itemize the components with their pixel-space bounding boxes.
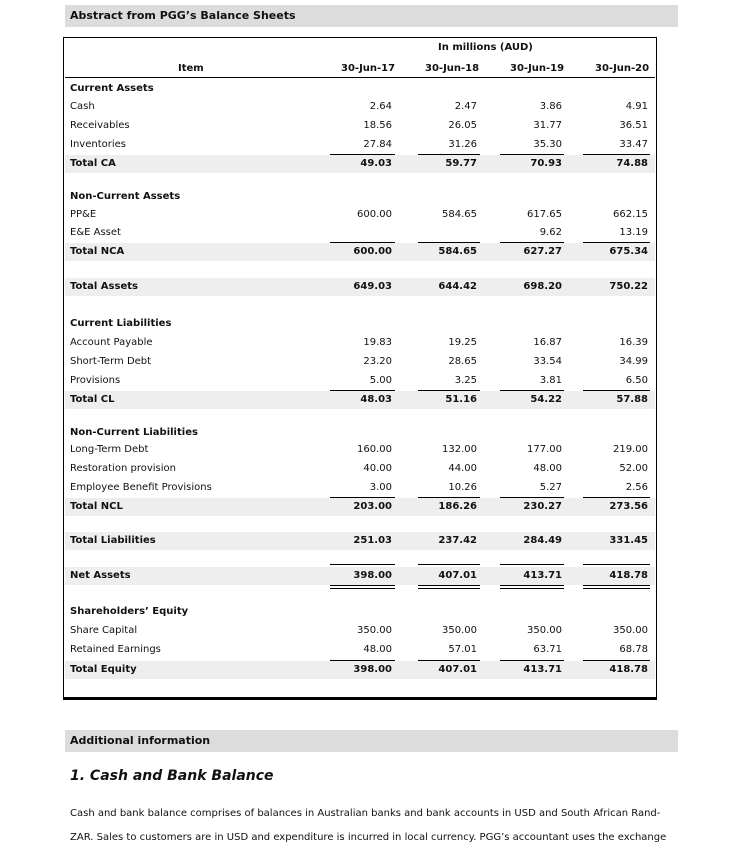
- total-underline: [500, 660, 564, 661]
- row-value: 418.78: [609, 570, 648, 581]
- row-label: Retained Earnings: [70, 644, 161, 655]
- table-row: [65, 353, 655, 371]
- header-divider: [65, 77, 655, 78]
- row-value: 398.00: [353, 664, 392, 675]
- table-row: [65, 372, 655, 390]
- row-label: Net Assets: [70, 570, 131, 581]
- total-underline: [418, 390, 480, 391]
- row-value: 350.00: [527, 625, 562, 636]
- row-label: Employee Benefit Provisions: [70, 482, 212, 493]
- row-label: Share Capital: [70, 625, 138, 636]
- total-underline: [330, 497, 395, 498]
- total-underline: [500, 564, 564, 565]
- row-value: 750.22: [609, 281, 648, 292]
- row-value: 51.16: [445, 394, 477, 405]
- row-value: 407.01: [438, 664, 477, 675]
- total-underline: [500, 242, 564, 243]
- total-underline: [330, 564, 395, 565]
- total-underline: [500, 497, 564, 498]
- total-underline: [583, 154, 650, 155]
- table-row: [65, 460, 655, 478]
- row-value: 600.00: [357, 209, 392, 220]
- row-value: 36.51: [619, 120, 648, 131]
- row-value: 584.65: [438, 246, 477, 257]
- row-value: 19.83: [363, 337, 392, 348]
- table-row: [65, 567, 655, 585]
- table-row: [65, 391, 655, 409]
- row-label: Provisions: [70, 375, 121, 386]
- row-label: Short-Term Debt: [70, 356, 152, 367]
- table-row: [65, 155, 655, 173]
- row-label: Long-Term Debt: [70, 444, 149, 455]
- row-value: 48.00: [363, 644, 392, 655]
- row-label: Total CL: [70, 394, 115, 405]
- column-header-2019: 30-Jun-19: [510, 63, 565, 74]
- table-row: [65, 98, 655, 116]
- row-value: 35.30: [533, 139, 562, 150]
- row-label: PP&E: [70, 209, 97, 220]
- row-label: Total CA: [70, 158, 116, 169]
- table-title: Abstract from PGG’s Balance Sheets: [65, 5, 678, 27]
- row-value: 3.81: [539, 375, 562, 386]
- table-row: [65, 441, 655, 459]
- total-underline: [418, 497, 480, 498]
- additional-info-header: Additional information: [65, 730, 678, 752]
- row-value: 675.34: [609, 246, 648, 257]
- row-value: 48.03: [360, 394, 392, 405]
- row-value: 160.00: [357, 444, 392, 455]
- row-value: 57.88: [616, 394, 648, 405]
- row-value: 350.00: [357, 625, 392, 636]
- row-value: 9.62: [539, 227, 562, 238]
- row-value: 57.01: [448, 644, 477, 655]
- table-row: [65, 80, 655, 98]
- row-value: 398.00: [353, 570, 392, 581]
- row-value: 34.99: [619, 356, 648, 367]
- paragraph-line-2: ZAR. Sales to customers are in USD and expenditure is incurred in local currency. PGG’s accountant uses the exchange: [70, 832, 667, 843]
- row-value: 251.03: [353, 535, 392, 546]
- row-label: E&E Asset: [70, 227, 121, 238]
- row-value: 698.20: [523, 281, 562, 292]
- total-underline: [583, 564, 650, 565]
- row-value: 74.88: [616, 158, 648, 169]
- row-value: 16.87: [533, 337, 562, 348]
- row-label: Non-Current Assets: [70, 191, 181, 202]
- table-row: [65, 188, 655, 206]
- row-value: 3.25: [454, 375, 477, 386]
- row-value: 3.00: [369, 482, 392, 493]
- total-underline: [330, 660, 395, 661]
- total-underline: [330, 154, 395, 155]
- row-value: 54.22: [530, 394, 562, 405]
- row-value: 49.03: [360, 158, 392, 169]
- row-value: 5.27: [539, 482, 562, 493]
- total-underline: [330, 242, 395, 243]
- row-value: 28.65: [448, 356, 477, 367]
- total-underline: [418, 660, 480, 661]
- row-value: 649.03: [353, 281, 392, 292]
- table-row: [65, 424, 655, 442]
- row-value: 18.56: [363, 120, 392, 131]
- table-row: [65, 661, 655, 679]
- total-underline: [583, 497, 650, 498]
- row-value: 13.19: [619, 227, 648, 238]
- row-value: 186.26: [438, 501, 477, 512]
- row-value: 662.15: [613, 209, 648, 220]
- row-value: 413.71: [523, 664, 562, 675]
- column-header-2018: 30-Jun-18: [425, 63, 480, 74]
- row-value: 26.05: [448, 120, 477, 131]
- total-underline: [418, 585, 480, 589]
- row-label: Total Equity: [70, 664, 137, 675]
- table-row: [65, 278, 655, 296]
- table-row: [65, 622, 655, 640]
- table-row: [65, 206, 655, 224]
- row-value: 10.26: [448, 482, 477, 493]
- row-value: 617.65: [527, 209, 562, 220]
- row-value: 2.56: [625, 482, 648, 493]
- row-value: 33.54: [533, 356, 562, 367]
- row-label: Current Assets: [70, 83, 154, 94]
- column-header-2017: 30-Jun-17: [341, 63, 396, 74]
- total-underline: [500, 154, 564, 155]
- row-label: Shareholders’ Equity: [70, 606, 189, 617]
- row-label: Current Liabilities: [70, 318, 172, 329]
- row-label: Total Liabilities: [70, 535, 156, 546]
- total-underline: [583, 660, 650, 661]
- row-label: Non-Current Liabilities: [70, 427, 198, 438]
- total-underline: [583, 585, 650, 589]
- row-value: 5.00: [369, 375, 392, 386]
- table-row: [65, 603, 655, 621]
- row-value: 644.42: [438, 281, 477, 292]
- row-value: 70.93: [530, 158, 562, 169]
- row-value: 4.91: [625, 101, 648, 112]
- row-value: 331.45: [609, 535, 648, 546]
- row-value: 230.27: [523, 501, 562, 512]
- row-value: 237.42: [438, 535, 477, 546]
- row-label: Cash: [70, 101, 95, 112]
- row-label: Total NCL: [70, 501, 123, 512]
- row-value: 350.00: [442, 625, 477, 636]
- table-row: [65, 224, 655, 242]
- row-label: Inventories: [70, 139, 126, 150]
- units-label: In millions (AUD): [438, 42, 533, 53]
- row-value: 627.27: [523, 246, 562, 257]
- row-value: 177.00: [527, 444, 562, 455]
- row-label: Receivables: [70, 120, 130, 131]
- total-underline: [500, 585, 564, 589]
- paragraph-line-1: Cash and bank balance comprises of balances in Australian banks and bank accounts in USD and South African Rand-: [70, 808, 661, 819]
- table-row: [65, 641, 655, 659]
- row-value: 23.20: [363, 356, 392, 367]
- row-value: 418.78: [609, 664, 648, 675]
- row-value: 203.00: [353, 501, 392, 512]
- row-value: 350.00: [613, 625, 648, 636]
- total-underline: [583, 390, 650, 391]
- item-column-header: Item: [178, 63, 204, 74]
- row-value: 3.86: [539, 101, 562, 112]
- row-value: 16.39: [619, 337, 648, 348]
- row-value: 2.64: [369, 101, 392, 112]
- row-value: 40.00: [363, 463, 392, 474]
- row-value: 6.50: [625, 375, 648, 386]
- table-row: [65, 479, 655, 497]
- total-underline: [418, 242, 480, 243]
- table-row: [65, 117, 655, 135]
- total-underline: [583, 242, 650, 243]
- row-value: 219.00: [613, 444, 648, 455]
- table-row: [65, 334, 655, 352]
- row-value: 33.47: [619, 139, 648, 150]
- total-underline: [500, 390, 564, 391]
- total-underline: [330, 585, 395, 589]
- total-underline: [418, 154, 480, 155]
- row-value: 413.71: [523, 570, 562, 581]
- table-row: [65, 243, 655, 261]
- row-value: 59.77: [445, 158, 477, 169]
- total-underline: [418, 564, 480, 565]
- table-row: [65, 315, 655, 333]
- row-value: 284.49: [523, 535, 562, 546]
- section-heading: 1. Cash and Bank Balance: [70, 768, 274, 784]
- row-value: 31.77: [533, 120, 562, 131]
- row-value: 19.25: [448, 337, 477, 348]
- row-value: 27.84: [363, 139, 392, 150]
- row-value: 600.00: [353, 246, 392, 257]
- row-value: 273.56: [609, 501, 648, 512]
- column-header-2020: 30-Jun-20: [595, 63, 650, 74]
- row-value: 63.71: [533, 644, 562, 655]
- row-value: 48.00: [533, 463, 562, 474]
- row-value: 132.00: [442, 444, 477, 455]
- row-value: 2.47: [454, 101, 477, 112]
- table-row: [65, 532, 655, 550]
- row-label: Account Payable: [70, 337, 153, 348]
- row-label: Total NCA: [70, 246, 125, 257]
- table-row: [65, 498, 655, 516]
- row-value: 31.26: [448, 139, 477, 150]
- row-value: 68.78: [619, 644, 648, 655]
- total-underline: [330, 390, 395, 391]
- row-value: 584.65: [442, 209, 477, 220]
- row-label: Restoration provision: [70, 463, 176, 474]
- row-label: Total Assets: [70, 281, 138, 292]
- row-value: 407.01: [438, 570, 477, 581]
- row-value: 44.00: [448, 463, 477, 474]
- table-row: [65, 136, 655, 154]
- row-value: 52.00: [619, 463, 648, 474]
